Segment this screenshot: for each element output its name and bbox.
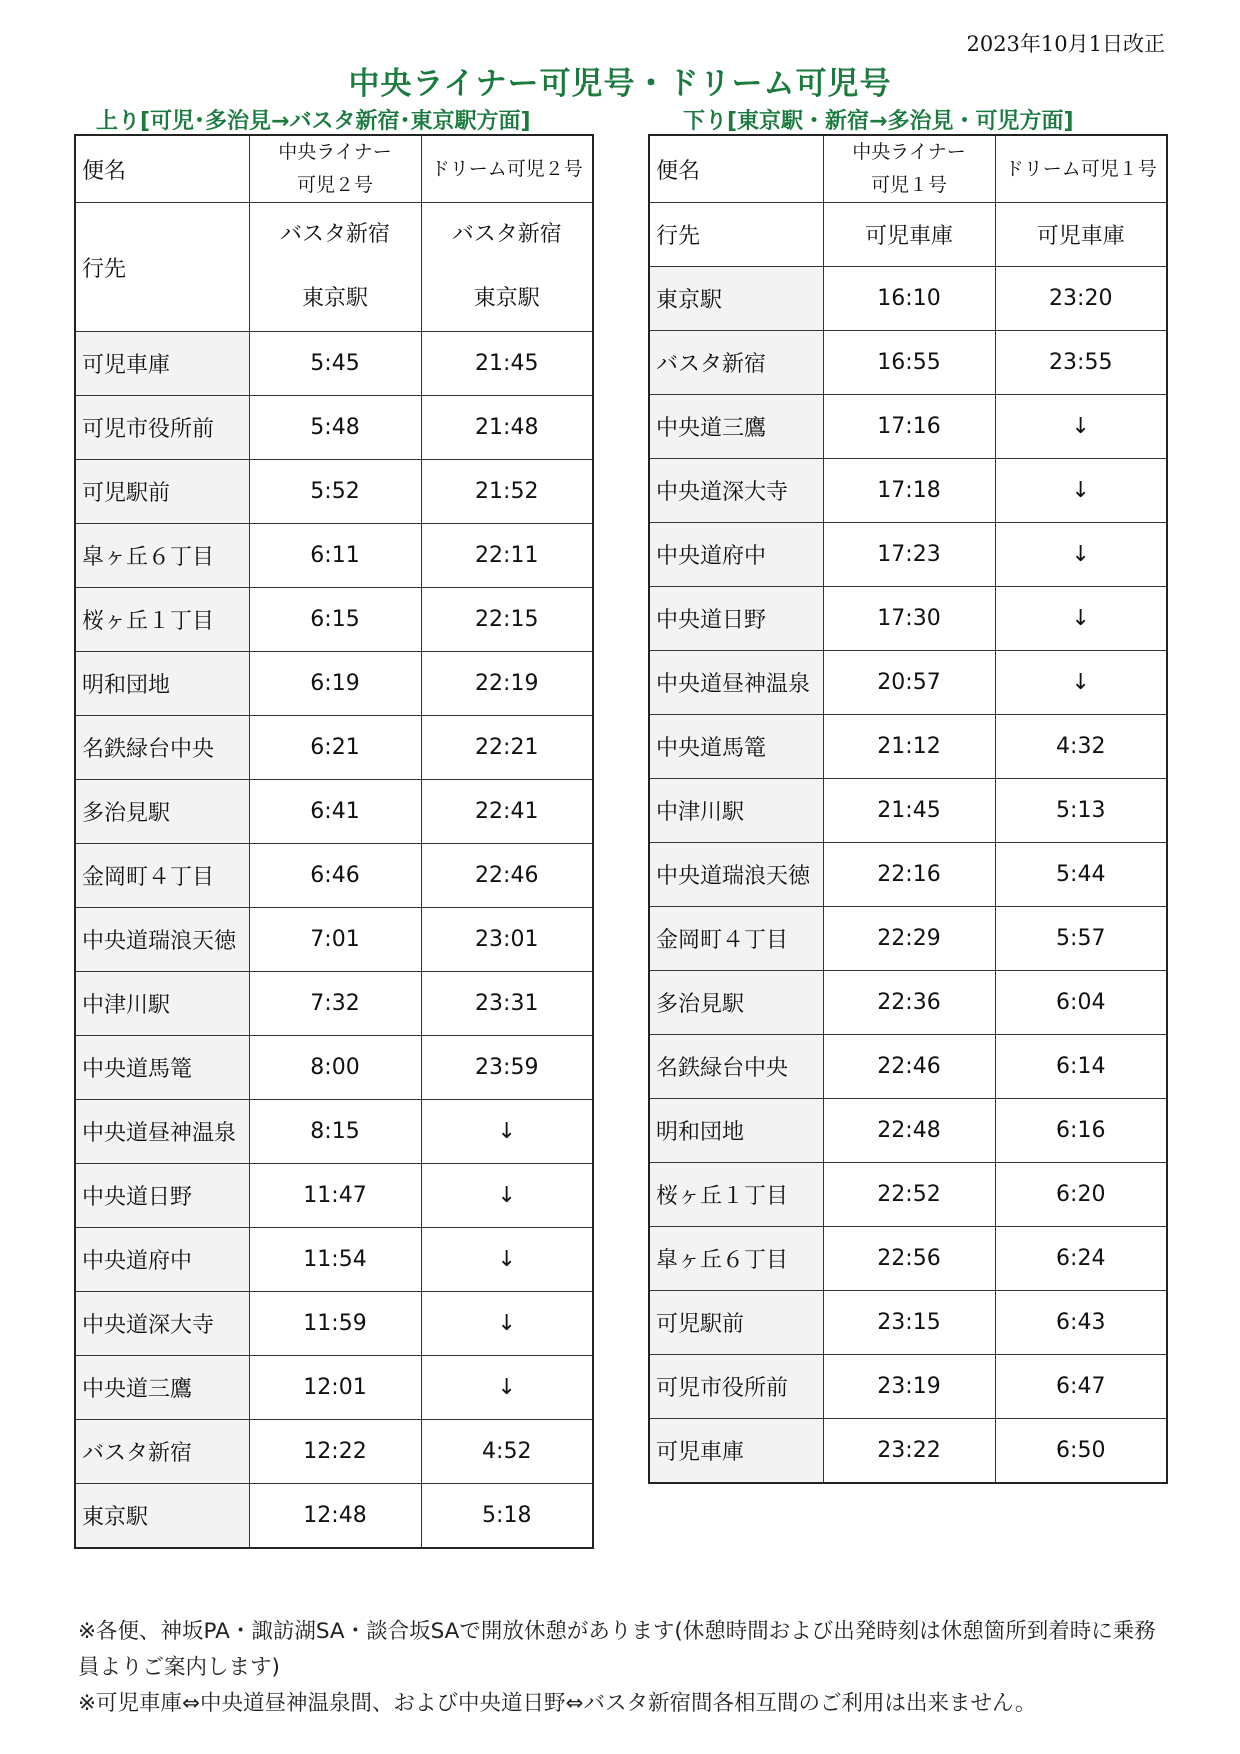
- table-row: [649, 1099, 1167, 1163]
- bus1-time: 21:45: [823, 779, 995, 843]
- stop-name: 中津川駅: [75, 972, 249, 1036]
- table-row: [75, 1036, 593, 1100]
- stop-name: 明和団地: [75, 652, 249, 716]
- table-row: [75, 972, 593, 1036]
- down-timetable: [648, 134, 1168, 1484]
- bus2-time: 23:31: [421, 972, 593, 1036]
- bus2-time: ↓: [421, 1164, 593, 1228]
- table-row: [75, 844, 593, 908]
- bus2-time: 5:57: [995, 907, 1167, 971]
- table-row: [75, 1100, 593, 1164]
- stop-name: 皐ヶ丘６丁目: [649, 1227, 823, 1291]
- bus1-time: 22:46: [823, 1035, 995, 1099]
- stop-name: 多治見駅: [649, 971, 823, 1035]
- bus1-time: 20:57: [823, 651, 995, 715]
- up-timetable: [74, 134, 594, 1549]
- bus1-name-line1: 中央ライナー: [852, 141, 966, 163]
- bus1-time: 17:23: [823, 523, 995, 587]
- table-row: [75, 780, 593, 844]
- table-row: [649, 587, 1167, 651]
- stop-name: 中央道馬篭: [75, 1036, 249, 1100]
- bus1-time: 8:15: [249, 1100, 421, 1164]
- bus1-time: 6:41: [249, 780, 421, 844]
- bus2-time: ↓: [421, 1292, 593, 1356]
- stop-name: 中央道瑞浪天徳: [75, 908, 249, 972]
- bus1-time: 23:22: [823, 1419, 995, 1484]
- bus1-time: 17:30: [823, 587, 995, 651]
- bus1-dest-2: 東京駅: [301, 286, 368, 311]
- stop-name: 中央道三鷹: [649, 395, 823, 459]
- down-section-title: 下り[東京駅・新宿→多治見・可児方面]: [683, 109, 1074, 134]
- bus2-time: 6:43: [995, 1291, 1167, 1355]
- table-row: [75, 1164, 593, 1228]
- bus1-time: 7:32: [249, 972, 421, 1036]
- bus1-time: 6:15: [249, 588, 421, 652]
- table-row: [75, 908, 593, 972]
- bus2-time: 6:04: [995, 971, 1167, 1035]
- bus2-time: 22:11: [421, 524, 593, 588]
- stop-name: 明和団地: [649, 1099, 823, 1163]
- bus2-time: 22:19: [421, 652, 593, 716]
- stop-name: 東京駅: [75, 1484, 249, 1549]
- table-row: [649, 1291, 1167, 1355]
- bus2-destination: [421, 203, 593, 332]
- bus2-destination: 可児車庫: [995, 203, 1167, 267]
- bus1-time: 6:19: [249, 652, 421, 716]
- stop-name: 桜ヶ丘１丁目: [649, 1163, 823, 1227]
- destination-label: 行先: [649, 203, 823, 267]
- bus-name-label: 便名: [75, 135, 249, 203]
- bus2-time: 22:46: [421, 844, 593, 908]
- bus2-time: 22:15: [421, 588, 593, 652]
- bus1-time: 11:59: [249, 1292, 421, 1356]
- bus2-time: 21:52: [421, 460, 593, 524]
- bus1-time: 7:01: [249, 908, 421, 972]
- stop-name: 中央道馬篭: [649, 715, 823, 779]
- bus1-time: 6:21: [249, 716, 421, 780]
- table-row: [649, 907, 1167, 971]
- header-row: [75, 135, 593, 203]
- table-row: [649, 715, 1167, 779]
- bus2-time: 4:32: [995, 715, 1167, 779]
- table-row: [75, 1484, 593, 1549]
- bus1-time: 8:00: [249, 1036, 421, 1100]
- bus1-time: 5:48: [249, 396, 421, 460]
- header-row: [649, 135, 1167, 203]
- bus1-name: [249, 135, 421, 203]
- stop-name: 可児車庫: [75, 332, 249, 396]
- table-row: [75, 588, 593, 652]
- table-row: [75, 1292, 593, 1356]
- revision-date: 2023年10月1日改正: [966, 32, 1165, 56]
- bus1-time: 21:12: [823, 715, 995, 779]
- stop-name: 中央道日野: [649, 587, 823, 651]
- bus1-time: 5:45: [249, 332, 421, 396]
- stop-name: 中央道昼神温泉: [649, 651, 823, 715]
- table-row: [75, 332, 593, 396]
- bus2-time: 6:24: [995, 1227, 1167, 1291]
- table-row: [649, 843, 1167, 907]
- bus2-time: 6:50: [995, 1419, 1167, 1484]
- bus-name-label: 便名: [649, 135, 823, 203]
- stop-name: 中央道昼神温泉: [75, 1100, 249, 1164]
- stop-name: 可児市役所前: [75, 396, 249, 460]
- page-title: 中央ライナー可児号・ドリーム可児号: [348, 66, 892, 102]
- bus1-destination: 可児車庫: [823, 203, 995, 267]
- table-row: [649, 1163, 1167, 1227]
- note-rest-stops: ※各便、神坂PA・諏訪湖SA・談合坂SAで開放休憩があります(休憩時間および出発時刻は休憩箇所到着時に乗務員よりご案内します): [78, 1619, 1156, 1680]
- bus1-time: 11:54: [249, 1228, 421, 1292]
- bus2-time: 5:13: [995, 779, 1167, 843]
- stop-name: 皐ヶ丘６丁目: [75, 524, 249, 588]
- table-row: [75, 460, 593, 524]
- bus2-time: 6:14: [995, 1035, 1167, 1099]
- bus1-time: 12:48: [249, 1484, 421, 1549]
- table-row: [75, 1356, 593, 1420]
- bus1-time: 22:36: [823, 971, 995, 1035]
- bus2-time: ↓: [995, 395, 1167, 459]
- bus1-time: 22:48: [823, 1099, 995, 1163]
- stop-name: 名鉄緑台中央: [75, 716, 249, 780]
- stop-name: 東京駅: [649, 267, 823, 331]
- bus2-time: 21:48: [421, 396, 593, 460]
- bus1-time: 5:52: [249, 460, 421, 524]
- table-row: [649, 779, 1167, 843]
- bus2-name: ドリーム可児２号: [421, 135, 593, 203]
- stop-name: 中央道日野: [75, 1164, 249, 1228]
- bus1-time: 23:15: [823, 1291, 995, 1355]
- bus2-time: 4:52: [421, 1420, 593, 1484]
- stop-name: 多治見駅: [75, 780, 249, 844]
- bus1-destination: [249, 203, 421, 332]
- bus1-time: 17:18: [823, 459, 995, 523]
- bus2-time: 6:16: [995, 1099, 1167, 1163]
- bus2-time: ↓: [421, 1228, 593, 1292]
- table-row: [75, 1228, 593, 1292]
- bus1-time: 11:47: [249, 1164, 421, 1228]
- stop-name: 可児駅前: [75, 460, 249, 524]
- table-row: [649, 395, 1167, 459]
- bus1-time: 22:56: [823, 1227, 995, 1291]
- bus2-time: 23:20: [995, 267, 1167, 331]
- stop-name: 可児車庫: [649, 1419, 823, 1484]
- table-row: [649, 1035, 1167, 1099]
- stop-name: 可児駅前: [649, 1291, 823, 1355]
- bus1-time: 6:46: [249, 844, 421, 908]
- bus2-time: ↓: [421, 1356, 593, 1420]
- bus1-time: 22:29: [823, 907, 995, 971]
- stop-name: 金岡町４丁目: [649, 907, 823, 971]
- table-row: [75, 396, 593, 460]
- stop-name: 中央道深大寺: [649, 459, 823, 523]
- bus1-time: 17:16: [823, 395, 995, 459]
- bus2-time: ↓: [995, 523, 1167, 587]
- bus2-time: 22:41: [421, 780, 593, 844]
- bus1-dest-1: バスタ新宿: [279, 222, 390, 247]
- stop-name: 金岡町４丁目: [75, 844, 249, 908]
- table-row: [75, 524, 593, 588]
- table-row: [649, 523, 1167, 587]
- stop-name: 中央道府中: [649, 523, 823, 587]
- bus2-dest-1: バスタ新宿: [451, 222, 562, 247]
- bus2-time: 22:21: [421, 716, 593, 780]
- bus1-time: 16:10: [823, 267, 995, 331]
- bus2-time: 23:01: [421, 908, 593, 972]
- bus2-time: 21:45: [421, 332, 593, 396]
- stop-name: 中央道三鷹: [75, 1356, 249, 1420]
- stop-name: 中央道府中: [75, 1228, 249, 1292]
- table-row: [75, 652, 593, 716]
- bus1-time: 22:52: [823, 1163, 995, 1227]
- stop-name: 中央道瑞浪天徳: [649, 843, 823, 907]
- bus2-time: 5:44: [995, 843, 1167, 907]
- up-section-title: 上り[可児･多治見→バスタ新宿･東京駅方面]: [96, 109, 531, 134]
- destination-label: 行先: [75, 203, 249, 332]
- bus2-name: ドリーム可児１号: [995, 135, 1167, 203]
- bus1-time: 22:16: [823, 843, 995, 907]
- table-row: [649, 1227, 1167, 1291]
- destination-row: [649, 203, 1167, 267]
- table-row: [649, 331, 1167, 395]
- table-row: [649, 1355, 1167, 1419]
- bus2-time: ↓: [995, 459, 1167, 523]
- bus2-dest-2: 東京駅: [473, 286, 540, 311]
- table-row: [649, 971, 1167, 1035]
- table-row: [649, 459, 1167, 523]
- bus2-time: ↓: [421, 1100, 593, 1164]
- stop-name: 桜ヶ丘１丁目: [75, 588, 249, 652]
- bus1-name-line2: 可児１号: [870, 174, 947, 196]
- table-row: [649, 267, 1167, 331]
- bus2-time: ↓: [995, 587, 1167, 651]
- bus1-time: 6:11: [249, 524, 421, 588]
- destination-row: [75, 203, 593, 332]
- table-row: [649, 651, 1167, 715]
- bus1-name-line1: 中央ライナー: [278, 141, 392, 163]
- bus2-time: 23:55: [995, 331, 1167, 395]
- stop-name: 中央道深大寺: [75, 1292, 249, 1356]
- bus1-name-line2: 可児２号: [296, 174, 373, 196]
- stop-name: 可児市役所前: [649, 1355, 823, 1419]
- bus1-time: 12:01: [249, 1356, 421, 1420]
- table-row: [75, 1420, 593, 1484]
- bus1-name: [823, 135, 995, 203]
- bus1-time: 23:19: [823, 1355, 995, 1419]
- bus1-time: 16:55: [823, 331, 995, 395]
- bus2-time: 5:18: [421, 1484, 593, 1549]
- table-row: [649, 1419, 1167, 1484]
- stop-name: バスタ新宿: [75, 1420, 249, 1484]
- bus2-time: ↓: [995, 651, 1167, 715]
- note-usage-restriction: ※可児車庫⇔中央道昼神温泉間、および中央道日野⇔バスタ新宿間各相互間のご利用は出来ません。: [78, 1691, 1037, 1716]
- stop-name: 中津川駅: [649, 779, 823, 843]
- stop-name: 名鉄緑台中央: [649, 1035, 823, 1099]
- bus2-time: 23:59: [421, 1036, 593, 1100]
- stop-name: バスタ新宿: [649, 331, 823, 395]
- bus1-time: 12:22: [249, 1420, 421, 1484]
- bus2-time: 6:47: [995, 1355, 1167, 1419]
- table-row: [75, 716, 593, 780]
- bus2-time: 6:20: [995, 1163, 1167, 1227]
